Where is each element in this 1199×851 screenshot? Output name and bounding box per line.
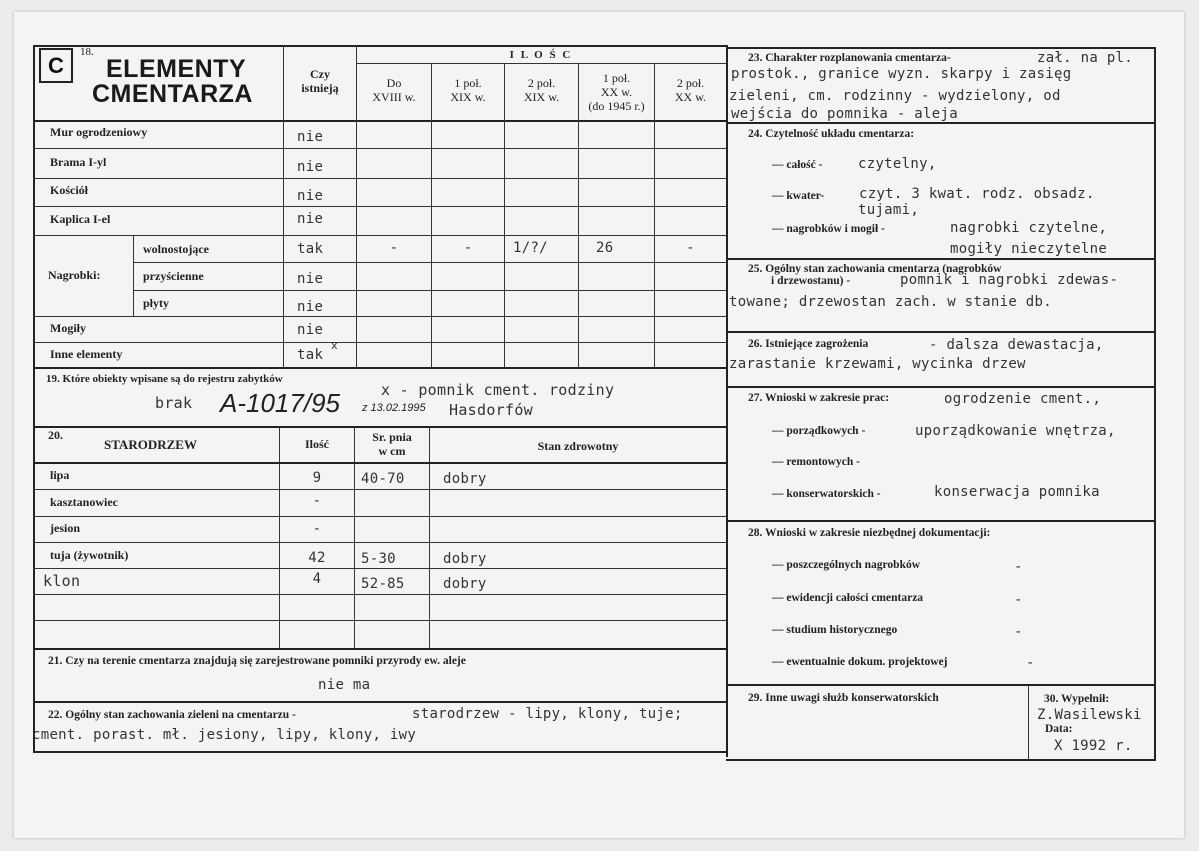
section-letter-box: C <box>39 48 73 83</box>
s24-nagrobkow-value-line1: nagrobki czytelne, <box>950 220 1108 236</box>
row-label-przyscienne: przyścienne <box>143 269 204 283</box>
s28-item-3-value: - <box>1026 655 1035 671</box>
s22-value-line2: cment. porast. mł. jesiony, lipy, klony, iwy <box>32 727 417 743</box>
s23-value-line4: wejścia do pomnika - aleja <box>731 106 958 122</box>
tree-name-0: lipa <box>50 468 70 482</box>
section-18-title-line1: ELEMENTY <box>106 55 247 83</box>
count-wolno-0: - <box>389 240 399 256</box>
period-header-1: 1 poł. XIX w. <box>450 76 486 104</box>
s23-value-line3: zieleni, cm. rodzinny - wydzielony, od <box>729 88 1061 104</box>
tree-name-4: klon <box>43 572 81 590</box>
exists-przyscienne: nie <box>297 271 324 287</box>
tree-name-3: tuja (żywotnik) <box>50 548 129 562</box>
s28-item-3: — ewentualnie dokum. projektowej <box>772 656 948 668</box>
s26-value-line1: - dalsza dewastacja, <box>929 337 1104 353</box>
exists-inne-mark: x <box>331 339 338 352</box>
count-wolno-3: 26 <box>596 240 614 256</box>
count-wolno-2: 1/?/ <box>513 240 548 256</box>
row-label-kaplica: Kaplica I-el <box>50 212 111 226</box>
s19-label: 19. Które obiekty wpisane są do rejestru zabytków <box>46 373 283 385</box>
s26-value-line2: zarastanie krzewami, wycinka drzew <box>729 356 1026 372</box>
tree-count-3: 42 <box>308 550 326 566</box>
s24-kwater-value-line1: czyt. 3 kwat. rodz. obsadz. <box>859 186 1095 202</box>
s28-item-2: — studium historycznego <box>772 624 898 636</box>
s27-kons-value: konserwacja pomnika <box>934 484 1100 500</box>
s28-item-0: — poszczególnych nagrobków <box>772 559 921 571</box>
s19-value-typed: brak <box>155 394 193 412</box>
s25-value-line1: pomnik i nagrobki zdewas- <box>900 272 1119 288</box>
s30-date-label: Data: <box>1045 723 1073 735</box>
s28-label: 28. Wnioski w zakresie niezbędnej dokumentacji: <box>748 527 991 539</box>
row-label-nagrobki: Nagrobki: <box>48 268 101 282</box>
s29-label: 29. Inne uwagi służb konserwatorskich <box>748 692 939 704</box>
s24-nagrobkow-label: — nagrobków i mogił - <box>772 223 885 235</box>
exists-mur: nie <box>297 129 324 145</box>
period-header-0: Do XVIII w. <box>372 76 416 104</box>
s20-col-diam: Sr. pnia w cm <box>372 430 412 458</box>
tree-diam-0: 40-70 <box>361 471 405 487</box>
s21-value: nie ma <box>318 677 371 693</box>
s24-kwater-value-line2: tujami, <box>858 202 920 218</box>
ilosc-header: I L O Ś C <box>509 49 573 61</box>
s23-value-line1: zał. na pl. <box>1037 50 1134 66</box>
s22-label: 22. Ogólny stan zachowania zieleni na cmentarzu - <box>48 709 296 721</box>
s21-label: 21. Czy na terenie cmentarza znajdują się zarejestrowane pomniki przyrody ew. aleje <box>48 655 466 667</box>
s26-label: 26. Istniejące zagrożenia <box>748 338 869 350</box>
s23-value-line2: prostok., granice wyzn. skarpy i zasięg <box>731 66 1072 82</box>
row-label-brama: Brama I-yl <box>50 155 107 169</box>
section-18-title-line2: CMENTARZA <box>92 80 253 108</box>
exists-mogily: nie <box>297 322 324 338</box>
s28-item-1: — ewidencji całości cmentarza <box>772 592 924 604</box>
s24-calosc-label: — całość - <box>772 159 823 171</box>
s20-col-count: Ilość <box>305 437 329 451</box>
s25-label-line1: 25. Ogólny stan zachowania cmentarza (nagrobków <box>748 263 1002 275</box>
period-header-2: 2 poł. XIX w. <box>523 76 560 104</box>
exists-inne: tak <box>297 347 324 363</box>
exists-kosciol: nie <box>297 188 324 204</box>
tree-diam-3: 5-30 <box>361 551 396 567</box>
row-label-plyty: płyty <box>143 296 170 310</box>
s20-number: 20. <box>48 428 63 442</box>
s27-label: 27. Wnioski w zakresie prac: <box>748 392 890 404</box>
s19-register-date: z 13.02.1995 <box>362 402 426 414</box>
s23-label: 23. Charakter rozplanowania cmentarza- <box>748 52 951 64</box>
s19-note-line1: x - pomnik cment. rodziny <box>381 381 615 399</box>
tree-health-0: dobry <box>443 471 487 487</box>
s19-register-number: A-1017/95 <box>220 388 340 418</box>
row-label-kosciol: Kościół <box>50 183 88 197</box>
s30-date-value: X 1992 r. <box>1054 738 1133 754</box>
s19-note-line2: Hasdorfów <box>449 401 533 419</box>
col-exists-header: Czy istnieją <box>301 67 339 95</box>
s20-title: STARODRZEW <box>104 437 197 452</box>
s25-value-line2: towane; drzewostan zach. w stanie db. <box>729 294 1052 310</box>
s25-label-line2: i drzewostanu) - <box>771 275 851 287</box>
s24-calosc-value: czytelny, <box>858 156 937 172</box>
s27-rem-label: — remontowych - <box>772 456 860 468</box>
tree-count-4: 4 <box>312 571 322 587</box>
period-header-3: 1 poł. XX w. (do 1945 r.) <box>588 71 645 113</box>
s28-item-2-value: - <box>1014 624 1023 640</box>
s30-label: 30. Wypełnił: <box>1044 693 1110 705</box>
tree-diam-4: 52-85 <box>361 576 405 592</box>
tree-count-1: - <box>312 493 322 509</box>
s24-label: 24. Czytelność układu cmentarza: <box>748 128 915 140</box>
s24-nagrobkow-value-line2: mogiły nieczytelne <box>950 241 1108 257</box>
exists-brama: nie <box>297 159 324 175</box>
exists-wolnostojace: tak <box>297 241 324 257</box>
s27-porz-label: — porządkowych - <box>772 425 866 437</box>
period-header-4: 2 poł. XX w. <box>674 76 707 104</box>
row-label-inne: Inne elementy <box>50 347 123 361</box>
tree-name-1: kasztanowiec <box>50 495 118 509</box>
tree-count-0: 9 <box>312 470 322 486</box>
s27-value-main: ogrodzenie cment., <box>944 391 1102 407</box>
row-label-mur: Mur ogrodzeniowy <box>50 125 148 139</box>
s27-kons-label: — konserwatorskich - <box>772 488 881 500</box>
tree-name-2: jesion <box>50 521 80 535</box>
tree-health-4: dobry <box>443 576 487 592</box>
count-wolno-4: - <box>686 240 695 256</box>
tree-health-3: dobry <box>443 551 487 567</box>
row-label-mogily: Mogiły <box>50 321 86 335</box>
s30-value: Z.Wasilewski <box>1037 707 1142 723</box>
s20-col-health: Stan zdrowotny <box>537 439 619 453</box>
row-label-wolnostojace: wolnostojące <box>143 242 209 256</box>
s27-porz-value: uporządkowanie wnętrza, <box>915 423 1116 439</box>
s28-item-0-value: - <box>1014 559 1023 575</box>
exists-kaplica: nie <box>297 211 324 227</box>
tree-count-2: - <box>312 521 322 537</box>
s22-value-line1: starodrzew - lipy, klony, tuje; <box>412 706 683 722</box>
s24-kwater-label: — kwater- <box>772 190 825 202</box>
count-wolno-1: - <box>463 240 473 256</box>
section-18-number: 18. <box>80 46 94 58</box>
s28-item-1-value: - <box>1014 592 1023 608</box>
exists-plyty: nie <box>297 299 324 315</box>
